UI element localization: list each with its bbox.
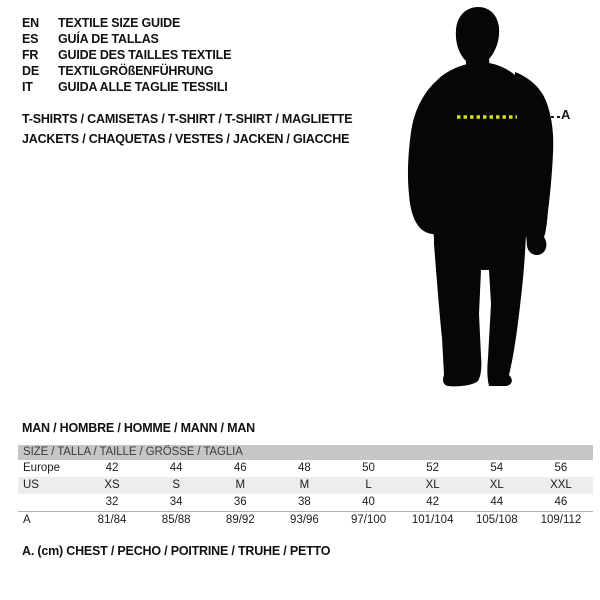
size-cell: 40 [362, 496, 375, 508]
size-cell: 89/92 [225, 514, 255, 526]
section-title-man: MAN / HOMBRE / HOMME / MANN / MAN [22, 421, 255, 435]
row-label: US [23, 479, 39, 491]
size-cell: 81/84 [97, 514, 127, 526]
size-cell: 32 [105, 496, 119, 508]
size-cell: 42 [105, 462, 119, 474]
language-title: GUIDA ALLE TAGLIE TESSILI [58, 80, 228, 94]
table-row-europe [18, 460, 593, 477]
language-code: IT [22, 80, 33, 94]
language-code: FR [22, 48, 39, 62]
size-cell: 46 [554, 496, 568, 508]
silhouette-head [456, 7, 499, 69]
man-silhouette-graphic [405, 4, 577, 394]
size-cell: M [299, 479, 310, 491]
category-jackets: JACKETS / CHAQUETAS / VESTES / JACKEN / GIACCHE [22, 132, 350, 146]
language-code: ES [22, 32, 39, 46]
table-row-chest-a [18, 511, 593, 528]
size-table-header: SIZE / TALLA / TAILLE / GRÖSSE / TAGLIA [18, 445, 593, 460]
size-cell: 48 [298, 462, 311, 474]
size-cell: 34 [169, 496, 183, 508]
table-row-numeric [18, 494, 593, 511]
size-cell: XS [104, 479, 120, 491]
language-title: GUIDE DES TAILLES TEXTILE [58, 48, 232, 62]
size-cell: 44 [169, 462, 183, 474]
size-cell: 101/104 [411, 514, 454, 526]
language-code: DE [22, 64, 39, 78]
size-table [18, 445, 593, 528]
size-cell: 97/100 [350, 514, 387, 526]
size-cell: 44 [490, 496, 504, 508]
category-tshirts: T-SHIRTS / CAMISETAS / T-SHIRT / T-SHIRT / MAGLIETTE [22, 112, 353, 126]
language-title: TEXTILGRÖßENFÜHRUNG [58, 64, 214, 78]
size-cell: 50 [362, 462, 375, 474]
table-row-us [18, 477, 593, 494]
size-cell: 38 [298, 496, 311, 508]
language-row [22, 79, 231, 95]
language-row [22, 15, 231, 31]
row-label: A [23, 514, 31, 526]
size-cell: 56 [554, 462, 568, 474]
measurement-footnote: A. (cm) CHEST / PECHO / POITRINE / TRUHE / PETTO [22, 544, 331, 558]
row-label [18, 494, 80, 511]
language-code: EN [22, 16, 39, 30]
row-label: Europe [23, 462, 61, 474]
language-title: TEXTILE SIZE GUIDE [58, 16, 181, 30]
size-cell: 93/96 [290, 514, 319, 526]
language-list [22, 15, 231, 95]
size-cell: XL [425, 479, 440, 491]
size-cell: S [172, 479, 181, 491]
size-cell: XL [489, 479, 504, 491]
size-cell: L [365, 479, 372, 491]
size-cell: XXL [550, 479, 572, 491]
size-cell: 54 [490, 462, 504, 474]
language-row [22, 47, 231, 63]
size-cell: 109/112 [540, 514, 582, 526]
language-title: GUÍA DE TALLAS [58, 32, 159, 46]
size-cell: 36 [233, 496, 247, 508]
language-row [22, 63, 231, 79]
silhouette-legs [434, 234, 526, 386]
size-cell: 46 [233, 462, 247, 474]
size-cell: 85/88 [161, 514, 191, 526]
man-silhouette-figure [405, 4, 577, 394]
category-list [22, 109, 352, 149]
man-silhouette [408, 7, 553, 386]
measurement-label-a: A [561, 107, 571, 122]
size-cell: 52 [426, 462, 440, 474]
language-row [22, 31, 231, 47]
size-cell: 42 [426, 496, 440, 508]
size-cell: M [235, 479, 246, 491]
size-cell: 105/108 [476, 514, 518, 526]
